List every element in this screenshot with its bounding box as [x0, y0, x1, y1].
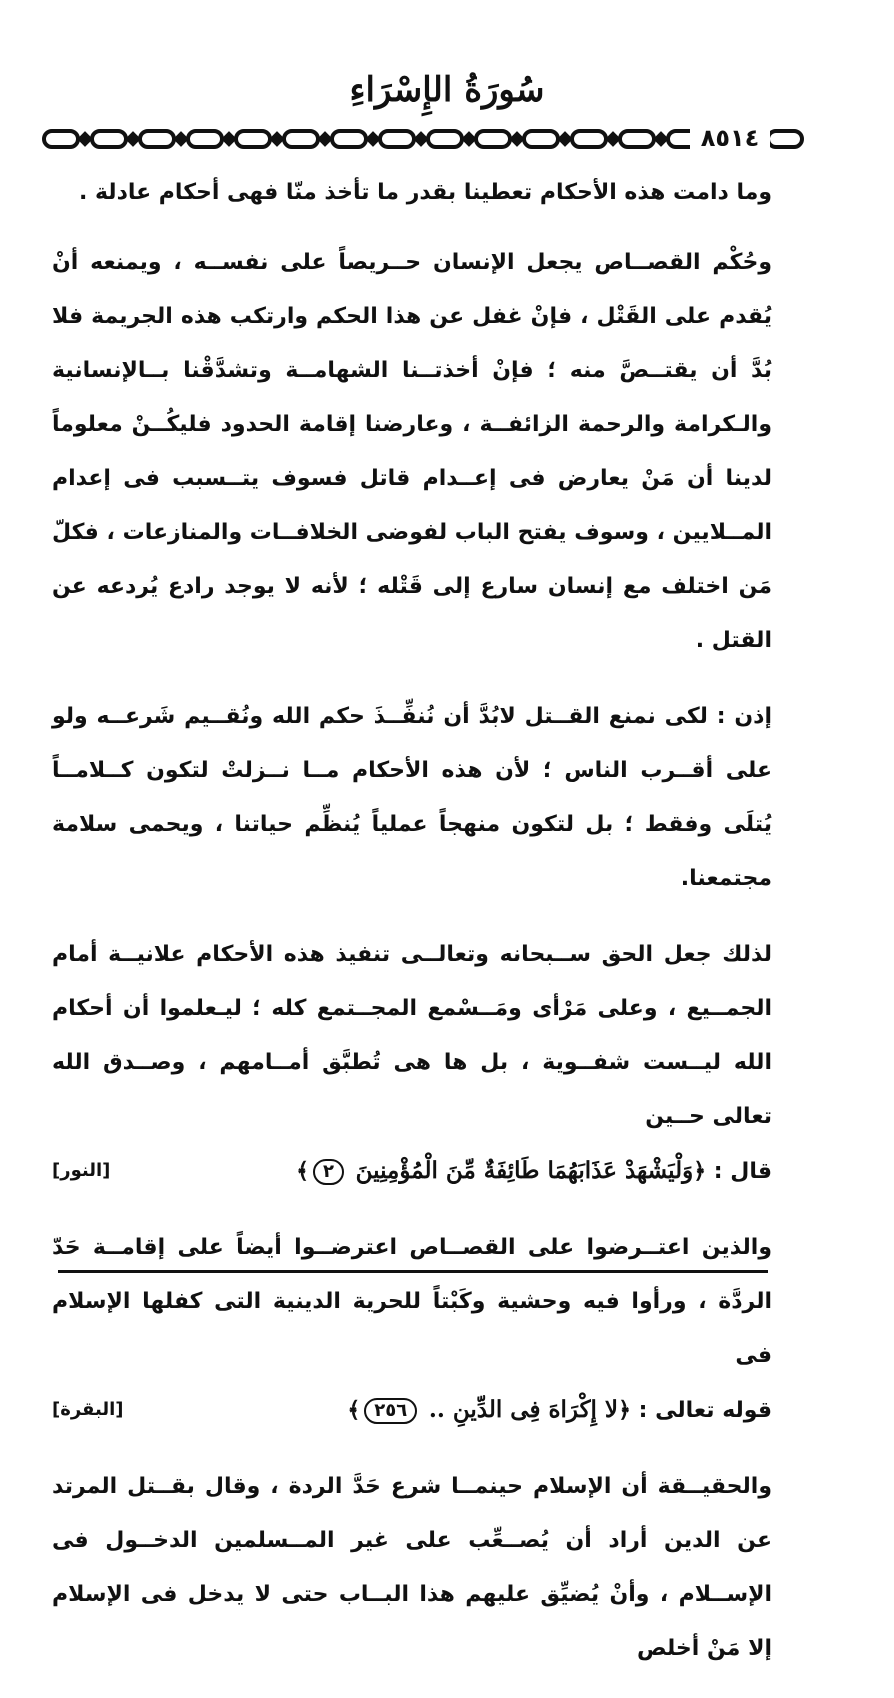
chain-link	[620, 131, 654, 147]
chain-link	[284, 131, 318, 147]
chain-diamond	[80, 134, 90, 144]
chain-diamond	[608, 134, 618, 144]
surah-reference-2: [البقرة]	[52, 1399, 124, 1420]
ornate-bracket-open: ﴿	[693, 1158, 707, 1184]
verse-number-2: ٢٥٦	[364, 1398, 417, 1424]
paragraph-6: والحقيــقة أن الإسلام حينمــا شرع حَدَّ الردة ، وقال بقــتل المرتد عن الدين أراد أن يُصــعِّب على غير المــسلمين الدخــول فى الإســلام ، وأنْ يُضيِّق عليهم هذا البــاب حتى لا يدخل فى الإسلام إلا مَنْ أخلص	[52, 1474, 772, 1661]
paragraph-5-text: والذين اعتــرضوا على القصــاص اعترضــوا أيضاً على إقامــة حَدّ الردَّة ، ورأوا فيه وحشية وكَبْتاً للحرية الدينية التى كفلها الإسلام فى	[52, 1235, 772, 1368]
paragraph-1: وما دامت هذه الأحكام تعطينا بقدر ما تأخذ منّا فهى أحكام عادلة .	[78, 180, 772, 205]
chain-link	[188, 131, 222, 147]
paragraph-5	[52, 1221, 772, 1438]
chain-link	[768, 131, 802, 147]
chain-diamond	[320, 134, 330, 144]
chain-link	[44, 131, 78, 147]
paragraph-4	[52, 928, 772, 1199]
chain-link	[524, 131, 558, 147]
chain-diamond	[656, 134, 666, 144]
page-body	[52, 166, 772, 1698]
paragraph-3: إذن : لكى نمنع القــتل لابُدَّ أن نُنفِّــذَ حكم الله ونُقــيم شَرعــه ولو على أقــرب الناس ؛ لأن هذه الأحكام مــا نــزلتْ لتكون كــلامــاً يُتلَى وفقط ؛ بل لتكون منهجاً عملياً يُنظِّم حياتنا ، ويحمى سلامة مجتمعنا.	[52, 704, 772, 891]
chain-diamond	[224, 134, 234, 144]
chain-link	[140, 131, 174, 147]
quote-lead-1: قال :	[713, 1159, 772, 1184]
ornate-bracket-close: ﴾	[347, 1397, 361, 1423]
chain-link	[380, 131, 414, 147]
chain-diamond	[464, 134, 474, 144]
chain-link	[428, 131, 462, 147]
chain-diamond	[416, 134, 426, 144]
ornate-bracket-open: ﴿	[618, 1397, 631, 1423]
page-number: ٨٥١٤	[690, 124, 770, 152]
chain-link	[572, 131, 606, 147]
verse-number-1: ٢	[313, 1159, 344, 1185]
chain-diamond	[272, 134, 282, 144]
chain-link	[92, 131, 126, 147]
quote-line-2	[52, 1383, 772, 1438]
paragraph-4-text: لذلك جعل الحق ســبحانه وتعالــى تنفيذ هذه الأحكام علانيــة أمام الجمــيع ، وعلى مَرْأى ومَــسْمع المجــتمع كله ؛ ليـعلموا أن أحكام الله ليــست شفــوية ، بل ها هى تُطبَّق أمــامهم ، وصــدق الله تعالى حــين	[52, 942, 772, 1129]
quran-verse-1: وَلْيَشْهَدْ عَذَابَهُمَا طَائِفَةٌ مِّنَ الْمُؤْمِنِينَ	[355, 1157, 694, 1184]
quran-verse-2: لا إِكْرَاهَ فِى الدِّينِ ..	[428, 1396, 619, 1423]
quote-line-1	[52, 1144, 772, 1199]
chain-diamond	[128, 134, 138, 144]
ornate-bracket-close: ﴾	[296, 1158, 309, 1184]
footer-rule	[58, 1270, 768, 1273]
surah-title: سُورَةُ الإِسْرَاءِ	[349, 70, 545, 110]
surah-reference-1: [النور]	[52, 1160, 111, 1181]
chain-link	[476, 131, 510, 147]
chain-diamond	[176, 134, 186, 144]
chain-link	[236, 131, 270, 147]
paragraph-2: وحُكْم القصــاص يجعل الإنسان حــريصاً على نفســه ، ويمنعه أنْ يُقدم على القَتْل ، فإنْ غفل عن هذا الحكم وارتكب هذه الجريمة فلا بُدَّ أن يقتــصَّ منه ؛ فإنْ أخذتــنا الشهامــة وتشدَّقْنا بــالإنسانية والـكرامة والرحمة الزائفــة ، وعارضنا إقامة الحدود فليكُــنْ معلوماً لدينا أن مَنْ يعارض فى إعــدام قاتل فسوف يتــسبب فى إعدام المــلايين ، وسوف يفتح الباب لفوضى الخلافــات والمنازعات ، فكلّ مَن اختلف مع إنسان سارع إلى قَتْله ؛ لأنه لا يوجد رادع يُردعه عن القتل .	[52, 250, 772, 653]
chain-link	[332, 131, 366, 147]
quote-lead-2: قوله تعالى :	[638, 1398, 772, 1423]
chain-diamond	[560, 134, 570, 144]
chain-diamond	[368, 134, 378, 144]
chain-diamond	[512, 134, 522, 144]
